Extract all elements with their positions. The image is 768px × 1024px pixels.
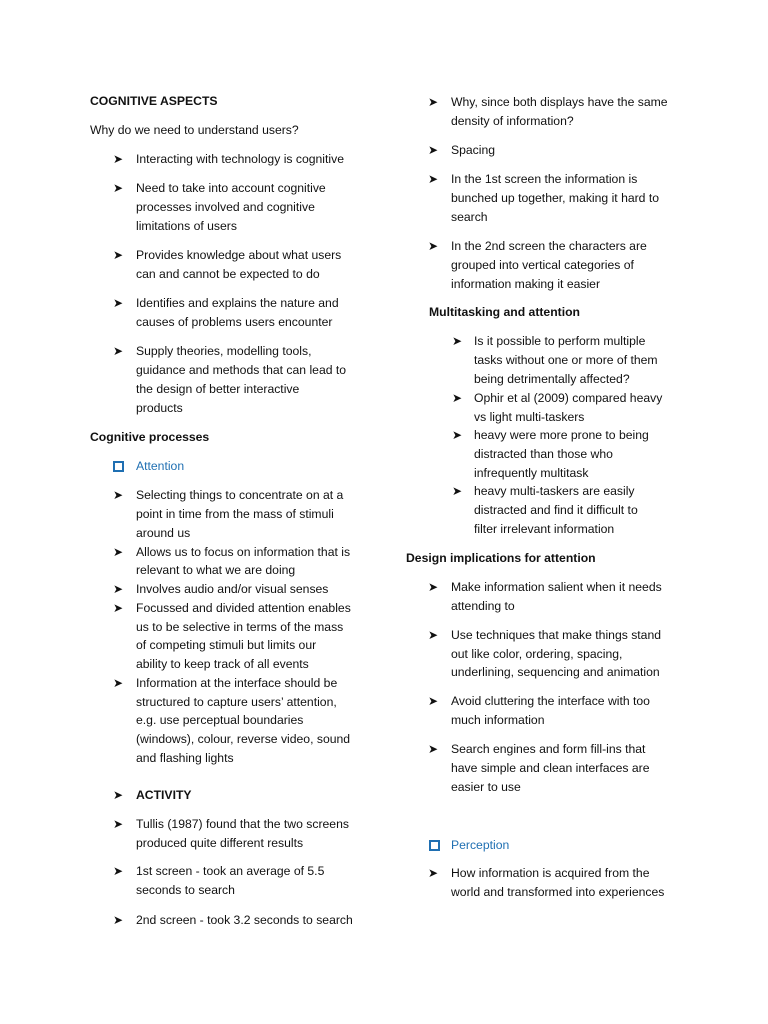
list-item: density of information? xyxy=(451,114,574,128)
intro-question: Why do we need to understand users? xyxy=(90,123,299,137)
list-item: the design of better interactive xyxy=(136,382,300,396)
list-item: vs light multi-taskers xyxy=(474,410,585,424)
list-item: 1st screen - took an average of 5.5 xyxy=(136,864,325,878)
list-item: ability to keep track of all events xyxy=(136,657,309,671)
list-item: causes of problems users encounter xyxy=(136,315,333,329)
arrow-bullet-icon: ➤ xyxy=(113,296,124,310)
section-heading-multitasking: Multitasking and attention xyxy=(429,305,580,319)
list-item: around us xyxy=(136,526,191,540)
list-item: Need to take into account cognitive xyxy=(136,181,326,195)
square-bullet-icon xyxy=(429,840,440,851)
list-item: Search engines and form fill-ins that xyxy=(451,742,646,756)
subsection-heading-attention: Attention xyxy=(136,459,185,473)
list-item: underlining, sequencing and animation xyxy=(451,665,660,679)
list-item: have simple and clean interfaces are xyxy=(451,761,650,775)
arrow-bullet-icon: ➤ xyxy=(113,344,124,358)
list-item: attending to xyxy=(451,599,515,613)
arrow-bullet-icon: ➤ xyxy=(113,864,124,878)
subsection-heading-perception: Perception xyxy=(451,838,510,852)
list-item: point in time from the mass of stimuli xyxy=(136,507,334,521)
arrow-bullet-icon: ➤ xyxy=(428,172,439,186)
list-item: 2nd screen - took 3.2 seconds to search xyxy=(136,913,353,927)
list-item: filter irrelevant information xyxy=(474,522,615,536)
list-item: Use techniques that make things stand xyxy=(451,628,662,642)
list-item: out like color, ordering, spacing, xyxy=(451,647,623,661)
list-item: relevant to what we are doing xyxy=(136,563,296,577)
list-item: Supply theories, modelling tools, xyxy=(136,344,312,358)
list-item: heavy were more prone to being xyxy=(474,428,649,442)
arrow-bullet-icon: ➤ xyxy=(113,601,124,615)
list-item: can and cannot be expected to do xyxy=(136,267,320,281)
list-item: guidance and methods that can lead to xyxy=(136,363,347,377)
arrow-bullet-icon: ➤ xyxy=(113,913,124,927)
list-item: In the 2nd screen the characters are xyxy=(451,239,647,253)
arrow-bullet-icon: ➤ xyxy=(113,181,124,195)
section-heading-cognitive-processes: Cognitive processes xyxy=(90,430,210,444)
document-title: COGNITIVE ASPECTS xyxy=(90,94,218,108)
arrow-bullet-icon: ➤ xyxy=(113,817,124,831)
list-item: distracted and find it difficult to xyxy=(474,503,638,517)
list-item: Involves audio and/or visual senses xyxy=(136,582,329,596)
list-item: and flashing lights xyxy=(136,751,234,765)
list-item: Information at the interface should be xyxy=(136,676,338,690)
list-item: limitations of users xyxy=(136,219,237,233)
arrow-bullet-icon: ➤ xyxy=(428,694,439,708)
list-item: Interacting with technology is cognitive xyxy=(136,152,344,166)
arrow-bullet-icon: ➤ xyxy=(113,788,124,802)
list-item: of competing stimuli but limits our xyxy=(136,638,317,652)
list-item: processes involved and cognitive xyxy=(136,200,315,214)
list-item: distracted than those who xyxy=(474,447,613,461)
arrow-bullet-icon: ➤ xyxy=(113,582,124,596)
list-item: Make information salient when it needs xyxy=(451,580,662,594)
list-item: Provides knowledge about what users xyxy=(136,248,342,262)
list-item: structured to capture users’ attention, xyxy=(136,695,337,709)
arrow-bullet-icon: ➤ xyxy=(452,484,463,498)
list-item: seconds to search xyxy=(136,883,235,897)
list-item: produced quite different results xyxy=(136,836,304,850)
arrow-bullet-icon: ➤ xyxy=(428,580,439,594)
list-item: tasks without one or more of them xyxy=(474,353,658,367)
list-item: infrequently multitask xyxy=(474,466,589,480)
list-item: In the 1st screen the information is xyxy=(451,172,638,186)
list-item: products xyxy=(136,401,183,415)
list-item: bunched up together, making it hard to xyxy=(451,191,660,205)
list-item: Spacing xyxy=(451,143,496,157)
arrow-bullet-icon: ➤ xyxy=(428,95,439,109)
arrow-bullet-icon: ➤ xyxy=(452,334,463,348)
arrow-bullet-icon: ➤ xyxy=(113,676,124,690)
list-item: being detrimentally affected? xyxy=(474,372,630,386)
arrow-bullet-icon: ➤ xyxy=(428,239,439,253)
list-item: e.g. use perceptual boundaries xyxy=(136,713,304,727)
list-item: Ophir et al (2009) compared heavy xyxy=(474,391,663,405)
section-heading-design-implications: Design implications for attention xyxy=(406,551,596,565)
list-item: world and transformed into experiences xyxy=(451,885,665,899)
list-item: information making it easier xyxy=(451,277,601,291)
list-item: Allows us to focus on information that is xyxy=(136,545,351,559)
square-bullet-icon xyxy=(113,461,124,472)
arrow-bullet-icon: ➤ xyxy=(428,866,439,880)
arrow-bullet-icon: ➤ xyxy=(428,742,439,756)
arrow-bullet-icon: ➤ xyxy=(113,545,124,559)
arrow-bullet-icon: ➤ xyxy=(113,152,124,166)
arrow-bullet-icon: ➤ xyxy=(428,143,439,157)
list-item: Identifies and explains the nature and xyxy=(136,296,339,310)
list-item: much information xyxy=(451,713,545,727)
activity-heading: ACTIVITY xyxy=(136,788,192,802)
list-item: us to be selective in terms of the mass xyxy=(136,620,344,634)
list-item: Avoid cluttering the interface with too xyxy=(451,694,650,708)
list-item: (windows), colour, reverse video, sound xyxy=(136,732,351,746)
list-item: search xyxy=(451,210,488,224)
list-item: easier to use xyxy=(451,780,521,794)
arrow-bullet-icon: ➤ xyxy=(113,488,124,502)
list-item: Focussed and divided attention enables xyxy=(136,601,351,615)
arrow-bullet-icon: ➤ xyxy=(452,391,463,405)
list-item: heavy multi-taskers are easily xyxy=(474,484,635,498)
list-item: Selecting things to concentrate on at a xyxy=(136,488,344,502)
arrow-bullet-icon: ➤ xyxy=(428,628,439,642)
arrow-bullet-icon: ➤ xyxy=(113,248,124,262)
list-item: Why, since both displays have the same xyxy=(451,95,668,109)
list-item: Tullis (1987) found that the two screens xyxy=(136,817,349,831)
list-item: How information is acquired from the xyxy=(451,866,650,880)
arrow-bullet-icon: ➤ xyxy=(452,428,463,442)
list-item: grouped into vertical categories of xyxy=(451,258,634,272)
list-item: Is it possible to perform multiple xyxy=(474,334,646,348)
